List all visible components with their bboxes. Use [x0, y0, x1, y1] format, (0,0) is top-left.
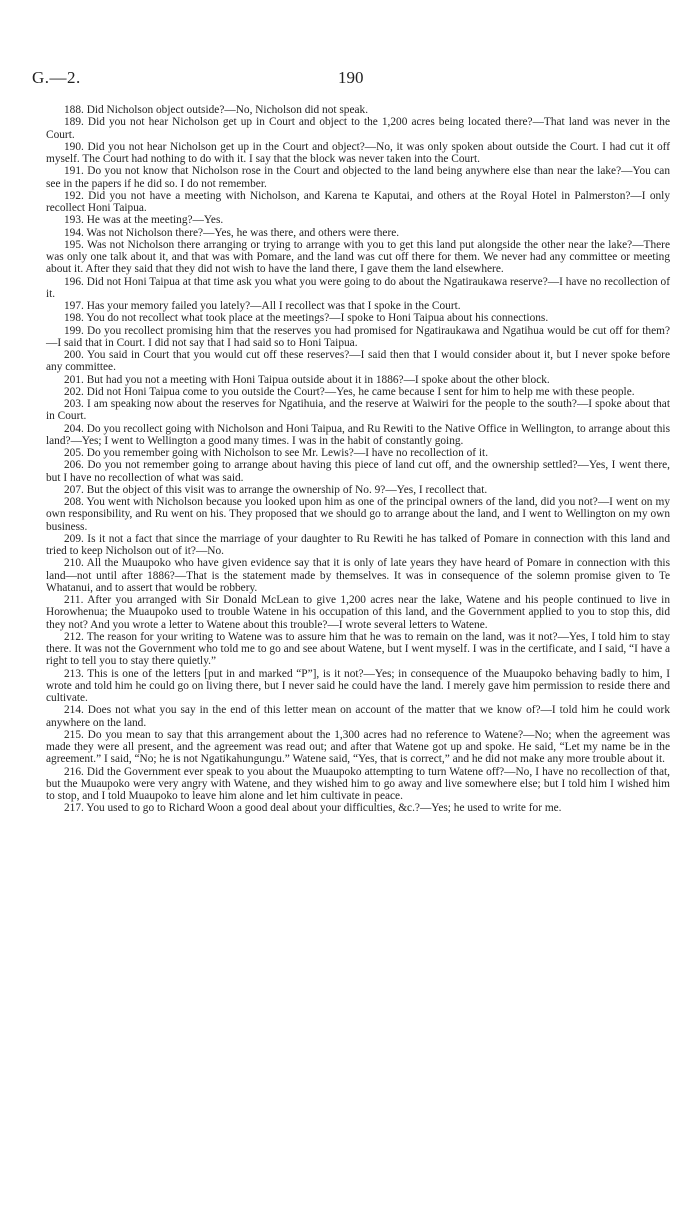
qa-paragraph-207: 207. But the object of this visit was to arrange the ownership of No. 9?—Yes, I recollect that. — [64, 483, 488, 496]
qa-paragraph-204: 204. Do you recollect going with Nicholson and Honi Taipua, and Ru Rewiti to the Native Office in Wellington, to arrange about this land?—Yes; I went to Wellington a good many times. I was in the habit of constantly going. — [46, 422, 670, 447]
qa-paragraph-196: 196. Did not Honi Taipua at that time ask you what you were going to do about the Ngatiraukawa reserve?—I have no recollection of it. — [46, 275, 670, 300]
qa-paragraph-194: 194. Was not Nicholson there?—Yes, he was there, and others were there. — [64, 226, 400, 239]
qa-paragraph-200: 200. You said in Court that you would cut off these reserves?—I said then that I would consider about it, but I never spoke before any committee. — [46, 349, 670, 374]
page-header — [0, 68, 700, 90]
qa-paragraph-208: 208. You went with Nicholson because you looked upon him as one of the principal owners of the land, did you not?—I went on my own responsibility, and Ru went on his. They proposed that we should go to arrange about the land, and I went to Wellington on my own business. — [46, 496, 670, 533]
qa-paragraph-206: 206. Do you not remember going to arrange about having this piece of land cut off, and the ownership settled?—Yes, I went there, but I have no recollection of what was said. — [46, 459, 670, 484]
qa-paragraph-205: 205. Do you remember going with Nicholson to see Mr. Lewis?—I have no recollection of it. — [64, 447, 489, 459]
qa-paragraph-210: 210. All the Muaupoko who have given evidence say that it is only of late years they have heard of Pomare in connection with this land—not until after 1886?—That is the statement made by themselves. It was in consequence of the solemn promise given to Te Whatanui, and to assert that would be robbery. — [46, 557, 670, 594]
qa-paragraph-213: 213. This is one of the letters [put in and marked “P”], is it not?—Yes; in consequence of the Muaupoko behaving badly to him, I wrote and told him he could go on living there, but I never said he could have the land. I merely gave him permission to reside there and cultivate. — [46, 667, 670, 704]
qa-paragraph-188: 188. Did Nicholson object outside?—No, Nicholson did not speak. — [64, 104, 369, 116]
qa-paragraph-199: 199. Do you recollect promising him that the reserves you had promised for Ngatiraukawa and Ngatihua would be cut off for them?—I said that in Court. I did not say that I had said so to Honi Taipua. — [46, 324, 670, 349]
qa-paragraph-202: 202. Did not Honi Taipua come to you outside the Court?—Yes, he came because I sent for him to help me with these people. — [64, 385, 635, 398]
qa-paragraph-195: 195. Was not Nicholson there arranging or trying to arrange with you to get this land put alongside the other near the lake?—There was only one talk about it, and that was with Pomare, and the land was cut off there for them. We never had any committee or meeting about it. After they said that they did not wish to have the land there, I gave them the land elsewhere. — [46, 238, 670, 276]
qa-paragraph-190: 190. Did you not hear Nicholson get up in the Court and object?—No, it was only spoken about outside the Court. I had cut it off myself. The Court had nothing to do with it. I say that the block was never taken into the Court. — [46, 140, 670, 165]
testimony-body — [46, 104, 670, 815]
document-reference: G.—2. — [32, 68, 81, 87]
qa-paragraph-198: 198. You do not recollect what took place at the meetings?—I spoke to Honi Taipua about his connections. — [64, 312, 549, 325]
qa-paragraph-216: 216. Did the Government ever speak to you about the Muaupoko attempting to turn Watene off?—No, I have no recollection of that, but the Muaupoko were very angry with Watene, and they wished him to go away and live somewhere else; but I told him I wished him to stop, and I told Muaupoko to leave him alone and let him cultivate in peace. — [46, 765, 670, 802]
qa-paragraph-197: 197. Has your memory failed you lately?—All I recollect was that I spoke in the Court. — [64, 300, 461, 312]
qa-paragraph-215: 215. Do you mean to say that this arrangement about the 1,300 acres had no reference to Watene?—No; when the agreement was made they were all present, and the agreement was read out; and after that Watene got up and spoke. He said, “Let my name be in the agreement.” I said, “No; he is not Ngatikahungungu.” Watene said, “Yes, that is correct,” and he did not make any more trouble about it. — [46, 728, 670, 766]
qa-paragraph-211: 211. After you arranged with Sir Donald McLean to give 1,200 acres near the lake, Watene and his people continued to live in Horowhenua; the Muaupoko used to trouble Watene in his occupation of this land, and the Government applied to you to stop this, did they not? And you wrote a letter to Watene about this trouble?—I wrote several letters to Watene. — [46, 594, 670, 631]
qa-paragraph-209: 209. Is it not a fact that since the marriage of your daughter to Ru Rewiti he has talked of Pomare in connection with this land and tried to keep Nicholson out of it?—No. — [46, 532, 670, 557]
qa-paragraph-212: 212. The reason for your writing to Watene was to assure him that he was to remain on the land, was it not?—Yes, I told him to stay there. It was not the Government who told me to go and see about Watene, but I went myself. I was in the certificate, and I said, “I have a right to tell you to stay there quietly.” — [46, 630, 670, 668]
qa-paragraph-203: 203. I am speaking now about the reserves for Ngatihuia, and the reserve at Waiwiri for the people to the south?—I spoke about that in Court. — [46, 398, 670, 423]
qa-paragraph-217: 217. You used to go to Richard Woon a good deal about your difficulties, &c.?—Yes; he used to write for me. — [64, 802, 562, 815]
qa-paragraph-191: 191. Do you not know that Nicholson rose in the Court and objected to the land being anywhere else than near the lake?—You can see in the papers if he did so. I do not remember. — [46, 165, 670, 190]
qa-paragraph-192: 192. Did you not have a meeting with Nicholson, and Karena te Kaputai, and others at the Royal Hotel in Palmerston?—I only recollect Honi Taipua. — [46, 189, 670, 214]
page-number: 190 — [338, 68, 364, 87]
qa-paragraph-193: 193. He was at the meeting?—Yes. — [64, 214, 224, 227]
qa-paragraph-214: 214. Does not what you say in the end of this letter mean on account of the matter that we know of?—I told him he could work anywhere on the land. — [46, 704, 670, 729]
qa-paragraph-189: 189. Did you not hear Nicholson get up in Court and object to the 1,200 acres being located there?—That land was never in the Court. — [46, 116, 670, 141]
qa-paragraph-201: 201. But had you not a meeting with Honi Taipua outside about it in 1886?—I spoke about the other block. — [64, 373, 550, 386]
